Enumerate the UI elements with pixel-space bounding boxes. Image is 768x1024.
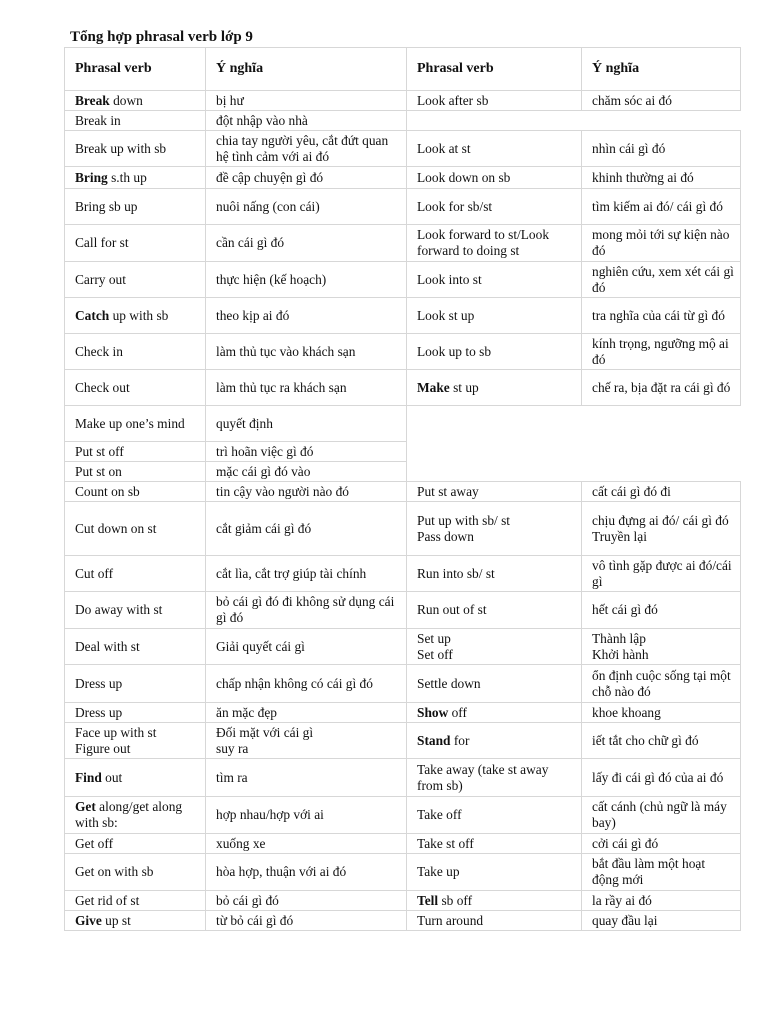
phrasal-verb-text: Look into st [417,271,482,287]
table-row [65,406,741,442]
table-row [65,723,741,759]
meaning-cell: xuống xe [206,834,407,854]
phrasal-verb-rest: up st [101,912,131,928]
phrasal-verb-cell [65,225,206,262]
phrasal-verb-text: Cut down on st [75,520,157,536]
phrasal-verb-cell [407,262,582,298]
table-row [65,111,741,131]
meaning-cell: mong mỏi tới sự kiện nào đó [582,225,741,262]
phrasal-verb-cell [65,91,206,111]
phrasal-verb-text: Look for sb/st [417,198,493,214]
table-row [65,834,741,854]
phrasal-verb-bold: Show [417,704,449,720]
meaning-cell: bỏ cái gì đó [206,891,407,911]
meaning-cell: lấy đi cái gì đó của ai đó [582,759,741,797]
table-row [65,854,741,891]
meaning-cell: theo kịp ai đó [206,298,407,334]
table-row [65,334,741,370]
meaning-cell: kính trọng, ngưỡng mộ ai đó [582,334,741,370]
phrasal-verb-text: Put up with sb/ st Pass down [417,512,511,544]
table-row [65,502,741,556]
phrasal-verb-text: Look at st [417,140,471,156]
phrasal-verb-cell [65,262,206,298]
phrasal-verb-cell [65,442,206,462]
meaning-cell: từ bỏ cái gì đó [206,911,407,931]
meaning-cell: làm thủ tục ra khách sạn [206,370,407,406]
table-row [65,370,741,406]
meaning-cell: chăm sóc ai đó [582,91,741,111]
phrasal-verb-cell [65,189,206,225]
phrasal-verb-text: Settle down [417,675,481,691]
phrasal-verb-text: Dress up [75,704,123,720]
phrasal-verb-rest: out [101,769,123,785]
phrasal-verb-cell [65,665,206,703]
phrasal-verb-text: Look down on sb [417,169,511,185]
empty-cell [407,462,582,482]
table-row [65,911,741,931]
phrasal-verb-text: Get off [75,835,114,851]
meaning-cell: nuôi nấng (con cái) [206,189,407,225]
empty-cell [407,442,582,462]
phrasal-verb-cell [65,406,206,442]
phrasal-verb-cell [65,629,206,665]
meaning-cell: hòa hợp, thuận với ai đó [206,854,407,891]
phrasal-verb-cell [65,834,206,854]
table-row [65,298,741,334]
meaning-cell: thực hiện (kế hoạch) [206,262,407,298]
phrasal-verb-cell [407,854,582,891]
phrasal-verb-text: Look forward to st/Look forward to doing st [417,227,550,258]
phrasal-verb-cell [65,854,206,891]
meaning-cell: khinh thường ai đó [582,167,741,189]
phrasal-verb-bold: Give [75,912,102,928]
empty-cell [582,462,741,482]
meaning-cell: hợp nhau/hợp với ai [206,797,407,834]
meaning-cell: Thành lập Khởi hành [582,629,741,665]
table-row [65,167,741,189]
meaning-cell: bắt đầu làm một hoạt động mới [582,854,741,891]
meaning-cell: nghiên cứu, xem xét cái gì đó [582,262,741,298]
phrasal-verb-cell [407,665,582,703]
table-row [65,759,741,797]
phrasal-verb-cell [407,797,582,834]
meaning-cell: tìm kiếm ai đó/ cái gì đó [582,189,741,225]
phrasal-verb-bold: Catch [75,307,110,323]
phrasal-verb-bold: Stand [417,732,451,748]
meaning-cell: iết tắt cho chữ gì đó [582,723,741,759]
table-row [65,189,741,225]
table-row [65,629,741,665]
phrasal-verb-rest: up with sb [109,307,169,323]
empty-cell [407,406,582,442]
phrasal-verb-cell [407,189,582,225]
phrasal-verb-text: Set up Set off [417,630,453,662]
phrasal-verb-bold: Make [417,379,450,395]
phrasal-verb-text: Look st up [417,307,475,323]
phrasal-verb-cell [407,167,582,189]
meaning-cell: cần cái gì đó [206,225,407,262]
phrasal-verb-cell [407,334,582,370]
meaning-cell: cất cánh (chủ ngữ là máy bay) [582,797,741,834]
meaning-cell: trì hoãn việc gì đó [206,442,407,462]
table-row [65,797,741,834]
phrasal-verb-cell [407,91,582,111]
phrasal-verb-text: Turn around [417,912,484,928]
phrasal-verb-cell [65,723,206,759]
phrasal-verb-cell [65,334,206,370]
phrasal-verb-cell [407,911,582,931]
phrasal-verb-cell [407,131,582,167]
phrasal-verb-cell [65,167,206,189]
empty-cell [407,111,582,131]
meaning-cell: vô tình gặp được ai đó/cái gì [582,556,741,592]
empty-cell [582,111,741,131]
phrasal-verb-text: Deal with st [75,638,140,654]
meaning-cell: cởi cái gì đó [582,834,741,854]
phrasal-verb-bold: Find [75,769,102,785]
header-phrasal-verb-right: Phrasal verb [407,48,582,91]
meaning-cell: quay đầu lại [582,911,741,931]
meaning-cell: tìm ra [206,759,407,797]
phrasal-verb-text: Take up [417,864,460,879]
meaning-cell: Giải quyết cái gì [206,629,407,665]
meaning-cell: khoe khoang [582,703,741,723]
phrasal-verb-text: Face up with st Figure out [75,724,157,756]
phrasal-verb-text: Get on with sb [75,864,154,879]
table-row [65,592,741,629]
table-body [65,91,741,931]
phrasal-verb-text: Bring sb up [75,198,138,214]
table-row [65,442,741,462]
phrasal-verb-cell [407,891,582,911]
meaning-cell: ổn định cuộc sống tại một chỗ nào đó [582,665,741,703]
meaning-cell: cắt lìa, cắt trợ giúp tài chính [206,556,407,592]
phrasal-verb-cell [65,703,206,723]
phrasal-verb-cell [65,131,206,167]
phrasal-verb-text: Put st on [75,463,122,479]
phrasal-verb-cell [407,298,582,334]
phrasal-verb-cell [65,482,206,502]
table-row [65,556,741,592]
phrasal-verb-cell [407,592,582,629]
meaning-cell: nhìn cái gì đó [582,131,741,167]
meaning-cell: tin cậy vào người nào đó [206,482,407,502]
phrasal-verb-text: Do away with st [75,602,163,617]
phrasal-verb-text: Check out [75,379,130,395]
phrasal-verb-cell [407,834,582,854]
meaning-cell: hết cái gì đó [582,592,741,629]
phrasal-verb-text: Cut off [75,565,114,581]
phrasal-verb-bold: Get [75,799,96,814]
phrasal-verb-rest: sb off [438,892,473,908]
phrasal-verb-rest: for [450,732,470,748]
phrasal-verb-bold: Tell [417,892,439,908]
header-meaning-right: Ý nghĩa [582,48,741,91]
phrasal-verb-cell [407,370,582,406]
phrasal-verb-cell [65,891,206,911]
phrasal-verb-cell [65,462,206,482]
meaning-cell: làm thủ tục vào khách sạn [206,334,407,370]
phrasal-verb-cell [65,911,206,931]
empty-cell [582,442,741,462]
meaning-cell: chấp nhận không có cái gì đó [206,665,407,703]
phrasal-verb-rest: along/get along with sb: [75,799,186,830]
phrasal-verb-table [64,47,741,931]
phrasal-verb-text: Put st away [417,483,479,499]
meaning-cell: bị hư [206,91,407,111]
phrasal-verb-text: Put st off [75,443,124,459]
header-meaning-left: Ý nghĩa [206,48,407,91]
meaning-cell: quyết định [206,406,407,442]
phrasal-verb-cell [407,482,582,502]
phrasal-verb-bold: Bring [75,169,108,185]
meaning-cell: bỏ cái gì đó đi không sử dụng cái gì đó [206,592,407,629]
table-row [65,225,741,262]
phrasal-verb-cell [65,502,206,556]
phrasal-verb-cell [407,723,582,759]
phrasal-verb-rest: s.th up [107,169,147,185]
phrasal-verb-text: Call for st [75,235,129,250]
empty-cell [582,406,741,442]
phrasal-verb-text: Check in [75,343,123,359]
meaning-cell: la rầy ai đó [582,891,741,911]
meaning-cell: đề cập chuyện gì đó [206,167,407,189]
phrasal-verb-rest: st up [449,379,479,395]
meaning-cell: chế ra, bịa đặt ra cái gì đó [582,370,741,406]
phrasal-verb-text: Carry out [75,271,126,287]
phrasal-verb-cell [407,556,582,592]
phrasal-verb-text: Break up with sb [75,140,167,156]
phrasal-verb-text: Make up one’s mind [75,415,185,431]
phrasal-verb-cell [407,225,582,262]
document-title: Tổng hợp phrasal verb lớp 9 [70,29,253,45]
header-phrasal-verb-left: Phrasal verb [65,48,206,91]
meaning-cell: cất cái gì đó đi [582,482,741,502]
phrasal-verb-bold: Break [75,92,110,108]
table-row [65,131,741,167]
table-row [65,91,741,111]
phrasal-verb-cell [407,502,582,556]
table-header-row [65,48,741,91]
meaning-cell: tra nghĩa của cái từ gì đó [582,298,741,334]
phrasal-verb-cell [65,797,206,834]
table-row [65,891,741,911]
meaning-cell: chia tay người yêu, cắt đứt quan hệ tình cảm với ai đó [206,131,407,167]
phrasal-verb-cell [65,111,206,131]
phrasal-verb-text: Take off [417,807,462,822]
phrasal-verb-cell [407,759,582,797]
table-row [65,482,741,502]
table-row [65,665,741,703]
phrasal-verb-cell [65,759,206,797]
phrasal-verb-cell [65,592,206,629]
table-row [65,703,741,723]
phrasal-verb-cell [407,703,582,723]
phrasal-verb-text: Take st off [417,835,474,851]
phrasal-verb-text: Count on sb [75,483,140,499]
phrasal-verb-text: Dress up [75,675,123,691]
meaning-cell: chịu đựng ai đó/ cái gì đó Truyền lại [582,502,741,556]
phrasal-verb-text: Look after sb [417,92,489,108]
phrasal-verb-cell [65,370,206,406]
phrasal-verb-text: Look up to sb [417,343,492,359]
phrasal-verb-cell [65,556,206,592]
phrasal-verb-rest: down [109,92,143,108]
phrasal-verb-rest: off [448,704,467,720]
meaning-cell: đột nhập vào nhà [206,111,407,131]
table-row [65,262,741,298]
phrasal-verb-text: Break in [75,112,121,128]
meaning-cell: cắt giảm cái gì đó [206,502,407,556]
phrasal-verb-cell [407,629,582,665]
meaning-cell: Đối mặt với cái gì suy ra [206,723,407,759]
phrasal-verb-text: Run out of st [417,602,487,617]
phrasal-verb-text: Get rid of st [75,892,140,908]
phrasal-verb-text: Run into sb/ st [417,565,495,581]
table-row [65,462,741,482]
meaning-cell: mặc cái gì đó vào [206,462,407,482]
meaning-cell: ăn mặc đẹp [206,703,407,723]
phrasal-verb-text: Take away (take st away from sb) [417,761,549,793]
phrasal-verb-cell [65,298,206,334]
